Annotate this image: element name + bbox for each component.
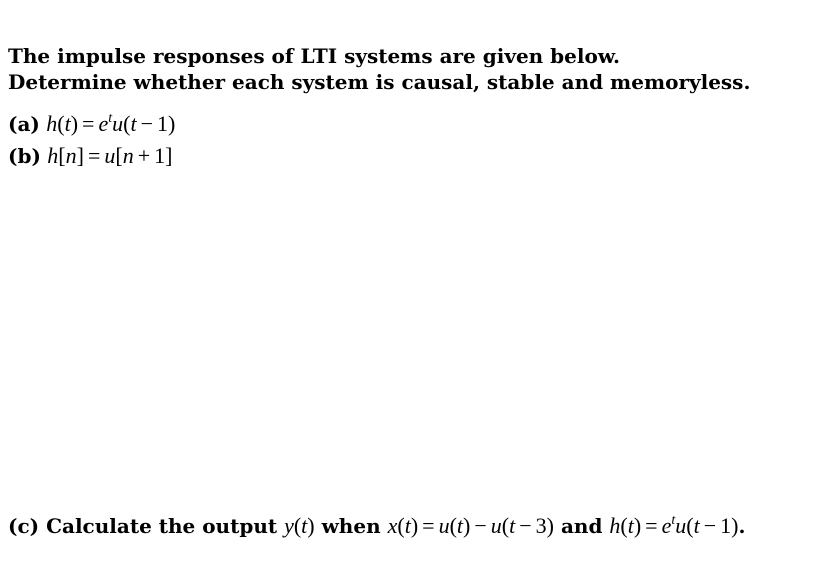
part-c-output-symbol: y(t) xyxy=(284,513,315,538)
part-c-tag: (c) xyxy=(8,514,40,538)
part-a xyxy=(8,113,175,135)
part-b xyxy=(8,145,172,167)
problem-intro-line-1: The impulse responses of LTI systems are given below. xyxy=(8,44,620,68)
part-c-end-period: . xyxy=(738,514,746,538)
part-a-equation: $h(t) = e^tu(t - 1)$ xyxy=(46,111,176,136)
part-c-response-expression: $h(t) = e^tu(t - 1)$ xyxy=(609,513,739,538)
problem-intro-line-2: Determine whether each system is causal, stable and memoryless. xyxy=(8,70,751,94)
part-b-equation: h[n] = u[n + 1] xyxy=(47,143,173,168)
part-c-text-and: and xyxy=(560,514,603,538)
part-c-input-expression: x(t) = u(t) − u(t − 3) xyxy=(387,513,554,538)
part-b-tag: (b) xyxy=(8,144,41,168)
part-c xyxy=(8,515,745,537)
part-c-text-before: Calculate the output xyxy=(46,514,278,538)
part-c-text-when: when xyxy=(321,514,381,538)
part-a-tag: (a) xyxy=(8,112,40,136)
